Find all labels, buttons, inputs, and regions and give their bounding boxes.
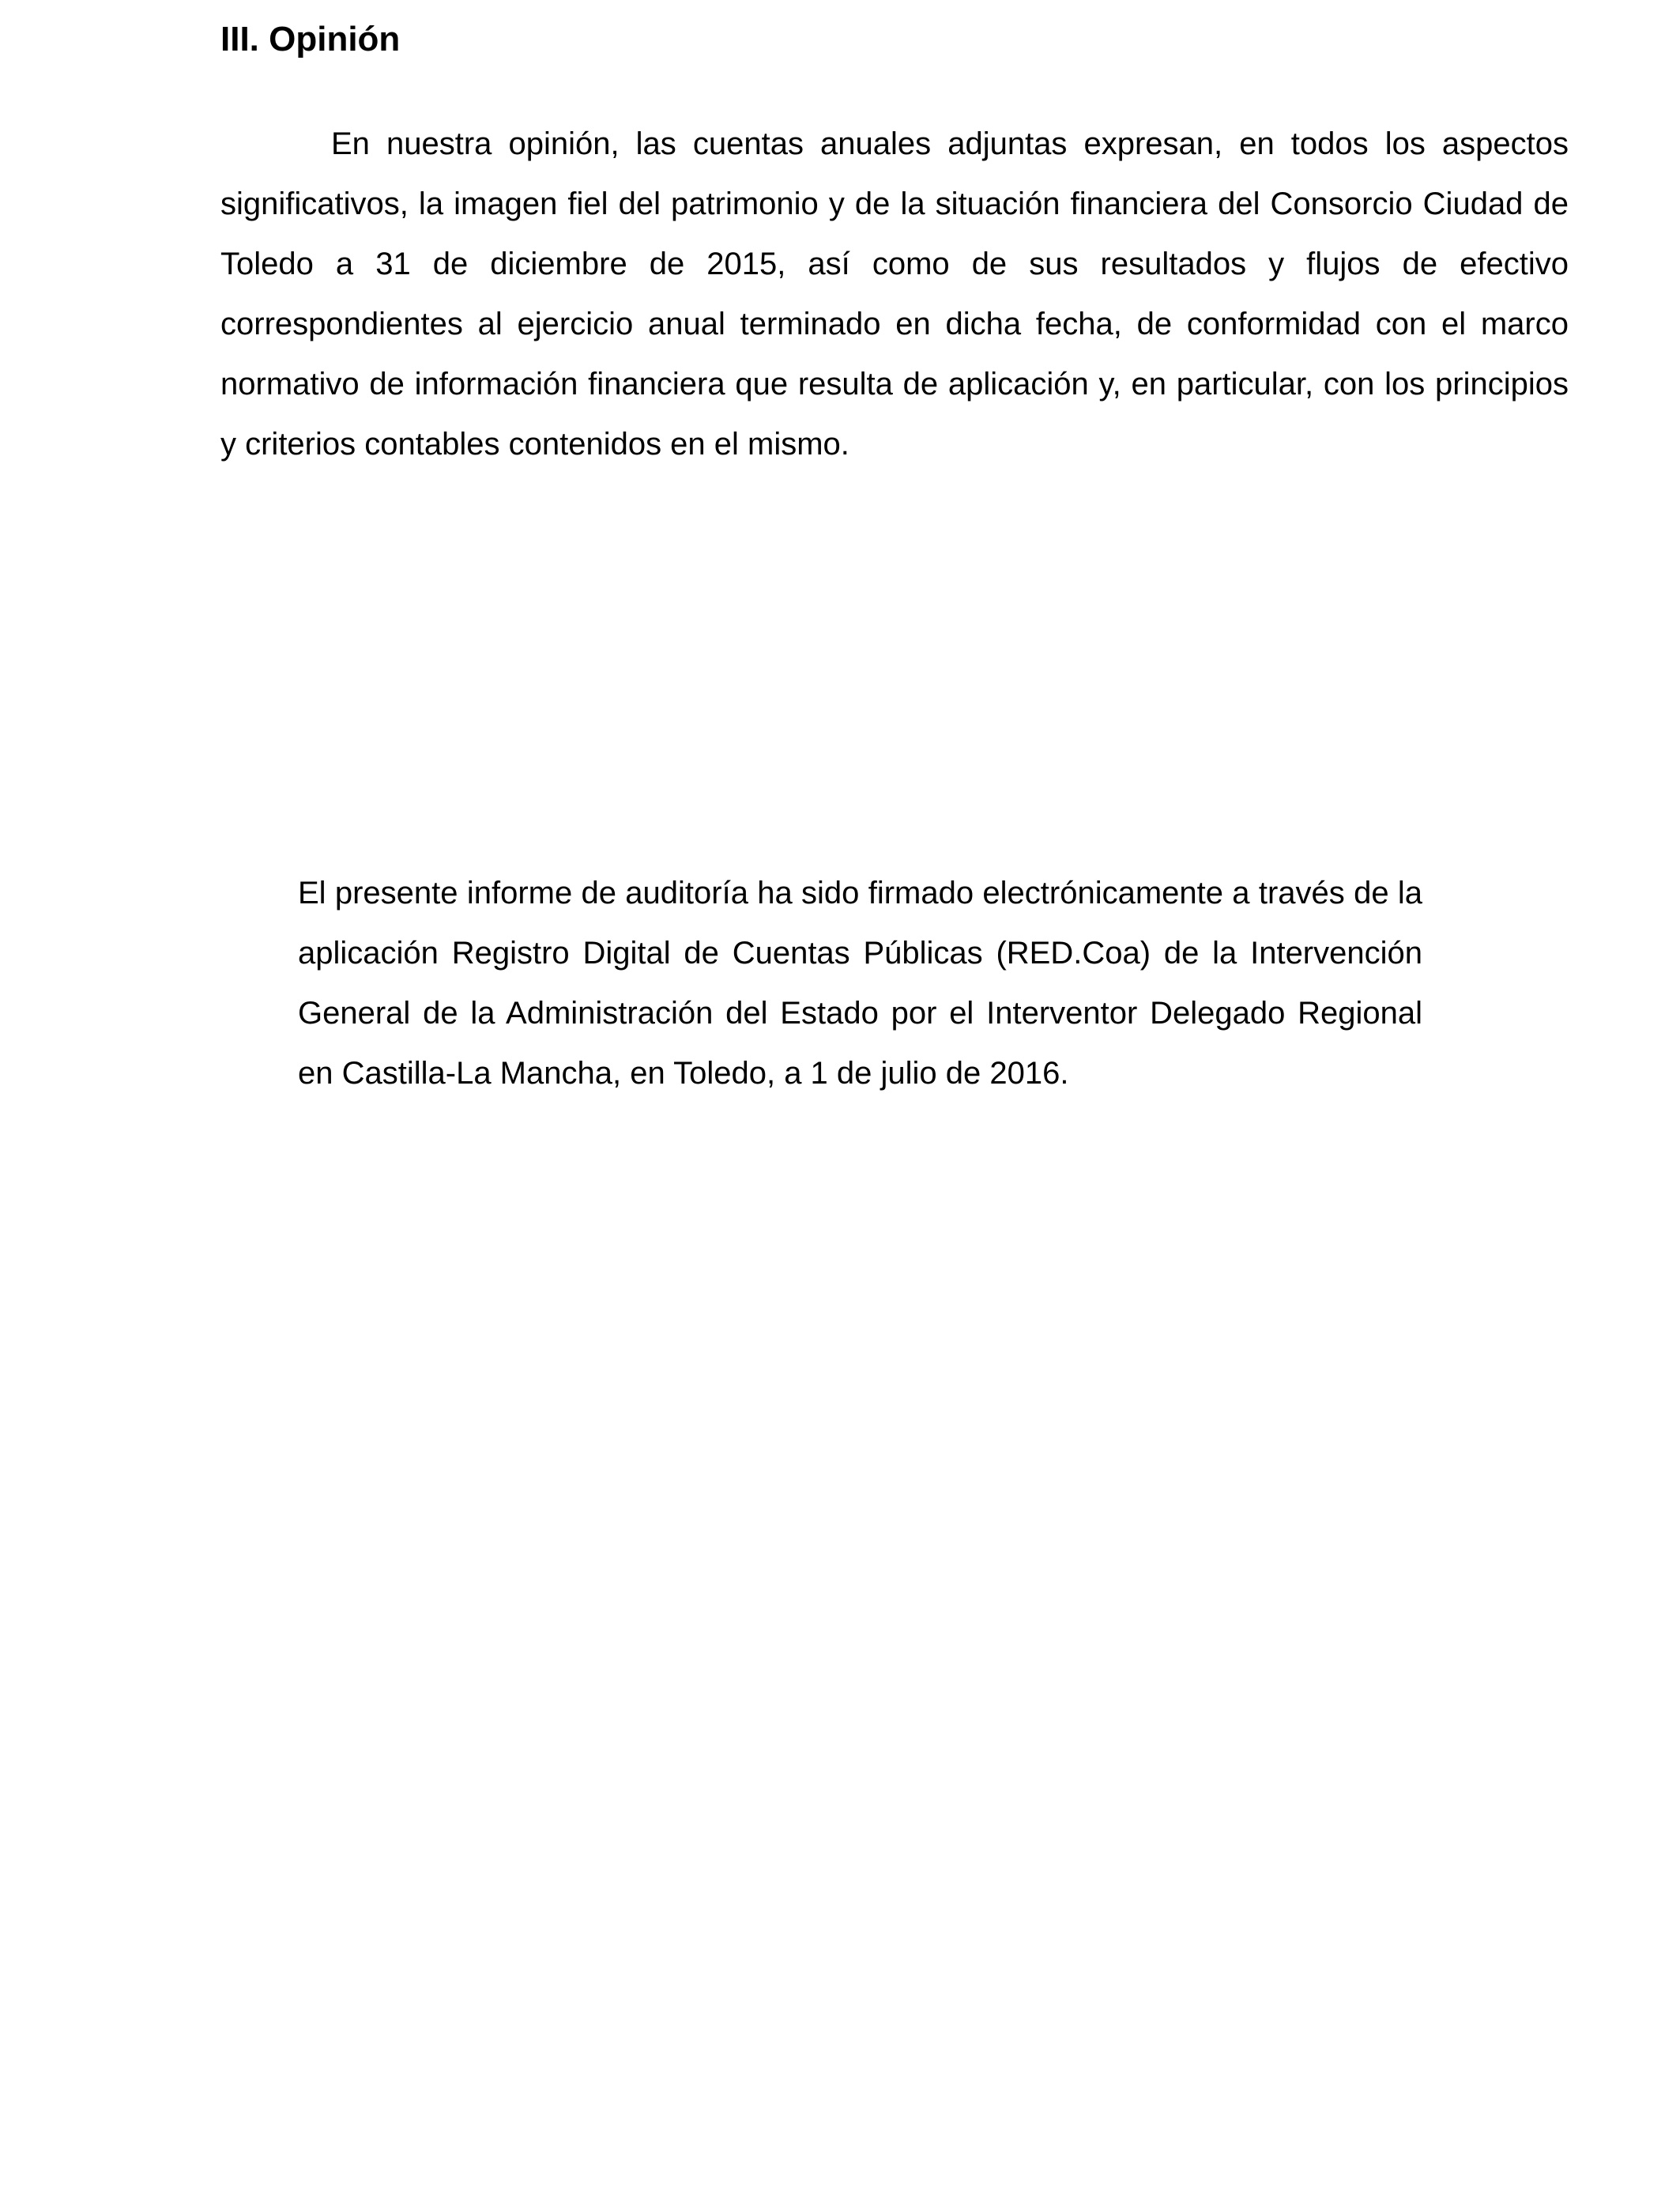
section-heading: III. Opinión: [220, 20, 401, 58]
opinion-paragraph: En nuestra opinión, las cuentas anuales adjuntas expresan, en todos los aspectos significativos, la imagen fiel del patrimonio y de la situación financiera del Consorcio Ciudad de Toledo a 31 de diciembre de 2015, así como de sus resultados y flujos de efectivo correspondientes al ejercicio anual terminado en dicha fecha, de conformidad con el marco normativo de información financiera que resulta de aplicación y, en particular, con los principios y criterios contables contenidos en el mismo.: [220, 126, 1569, 462]
electronic-signature-statement: El presente informe de auditoría ha sido firmado electrónicamente a través de la aplicación Registro Digital de Cuentas Públicas (RED.Coa) de la Intervención General de la Administración del Estado por el Interventor Delegado Regional en Castilla-La Mancha, en Toledo, a 1 de julio de 2016.: [298, 876, 1422, 1091]
